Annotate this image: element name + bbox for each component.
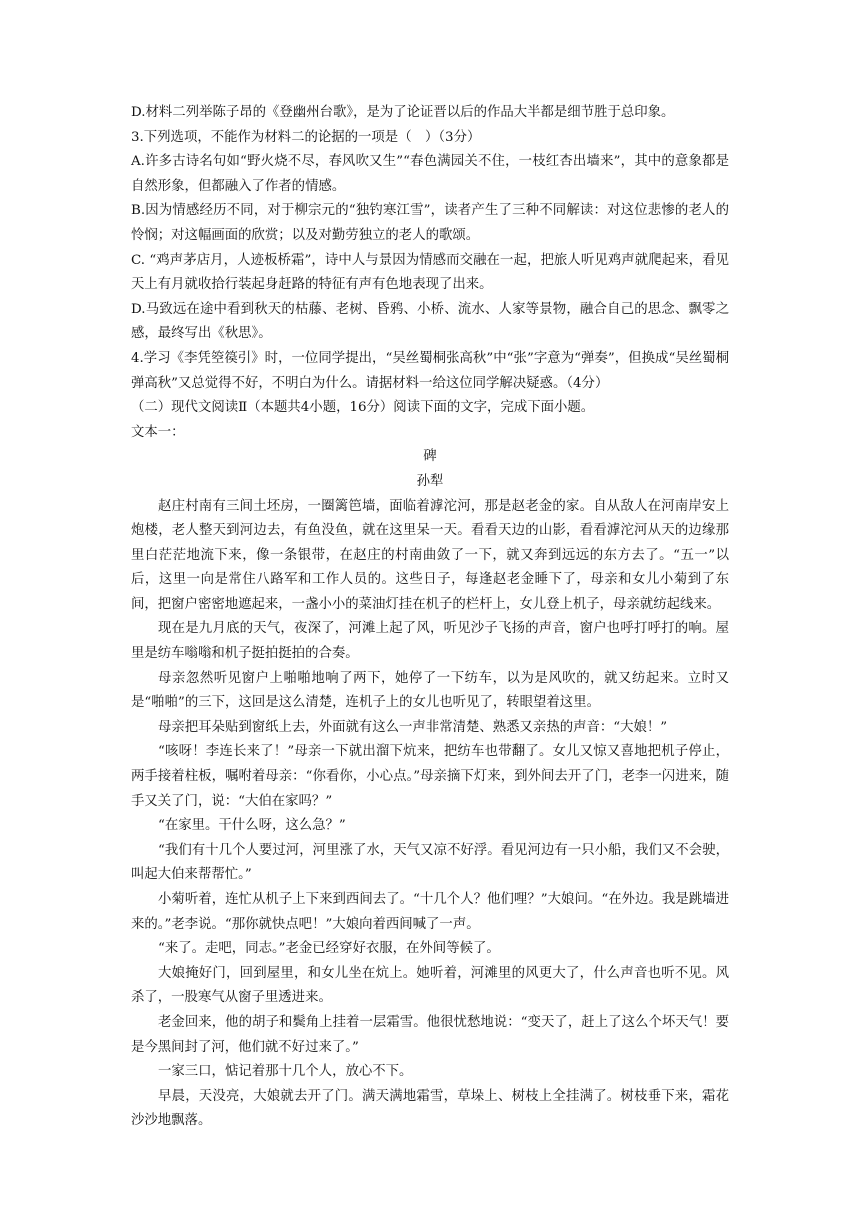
story-paragraph: “在家里。干什么呀，这么急？” [158,818,346,834]
story-paragraph: “我们有十几个人要过河，河里涨了水，天气又凉不好浮。看见河边有一只小船，我们又不会驶，叫起大伯来帮帮忙。” [131,842,729,883]
document-body [131,101,729,1134]
story-paragraph: 母亲忽然听见窗户上啪啪地响了两下，她停了一下纺车，以为是风吹的，就又纺起来。立时又是“啪啪”的三下，这回是这么清楚，连机子上的女儿也听见了，转眼望着这里。 [131,670,729,711]
story-author: 孙犁 [416,473,444,489]
section-heading: （二）现代文阅读Ⅱ（本题共4小题，16分）阅读下面的文字，完成下面小题。 [131,400,595,416]
story-paragraph: 现在是九月底的天气，夜深了，河滩上起了风，听见沙子飞扬的声音，窗户也呼打呼打的响。屋里是纺车嗡嗡和机子挺拍挺拍的合奏。 [131,621,729,662]
story-title: 碑 [423,449,437,465]
option-d-material-two: D.材料二列举陈子昂的《登幽州台歌》，是为了论证晋以后的作品大半都是细节胜于总印象。 [131,105,675,120]
story-paragraph: “咳呀！李连长来了！”母亲一下就出溜下炕来，把纺车也带翻了。女儿又惊又喜地把机子停止，两手接着柱板，嘱咐着母亲：“你看你，小心点。”母亲摘下灯来，到外间去开了门，老李一闪进来，随手又关了门，说：“大伯在家吗？” [131,744,729,809]
story-paragraph: 大娘掩好门，回到屋里，和女儿坐在炕上。她听着，河滩里的风更大了，什么声音也听不见。风杀了，一股寒气从窗子里透进来。 [131,965,729,1006]
option-c: C. “鸡声茅店月，人迹板桥霜”，诗中人与景因为情感而交融在一起，把旅人听见鸡声就爬起来，看见天上有月就收拾行装起身赶路的特征有声有色地表现了出来。 [131,252,729,293]
story-paragraph: 早晨，天没亮，大娘就去开了门。满天满地霜雪，草垛上、树枝上全挂满了。树枝垂下来，霜花沙沙地飘落。 [131,1088,729,1129]
text-one-label: 文本一： [131,424,185,440]
story-paragraph: “来了。走吧，同志。”老金已经穿好衣服，在外间等候了。 [158,941,500,957]
story-paragraph: 老金回来，他的胡子和鬓角上挂着一层霜雪。他很忧愁地说：“变天了，赶上了这么个坏天气！要是今黑间封了河，他们就不好过来了。” [131,1014,729,1055]
story-paragraph: 小菊听着，连忙从机子上下来到西间去了。“十几个人？他们哩？”大娘问。“在外边。我是跳墙进来的。”老李说。“那你就快点吧！”大娘向着西间喊了一声。 [131,892,729,932]
question-3: 3.下列选项，不能作为材料二的论据的一项是（ ）（3分） [131,129,481,145]
option-b: B.因为情感经历不同，对于柳宗元的“独钓寒江雪”，读者产生了三种不同解读：对这位悲惨的老人的怜悯；对这幅画面的欣赏；以及对勤劳独立的老人的歌颂。 [131,203,729,243]
question-4: 4.学习《李凭箜篌引》时，一位同学提出，“吴丝蜀桐张高秋”中“张”字意为“弹奏”，但换成“吴丝蜀桐弹高秋”又总觉得不好，不明白为什么。请据材料一给这位同学解决疑惑。（4分） [131,350,729,391]
option-d: D.马致远在途中看到秋天的枯藤、老树、昏鸦、小桥、流水、人家等景物，融合自己的思念、飘零之感，最终写出《秋思》。 [131,301,729,342]
story-paragraph: 母亲把耳朵贴到窗纸上去，外面就有这么一声非常清楚、熟悉又亲热的声音：“大娘！” [158,719,668,735]
story-paragraph: 赵庄村南有三间土坯房，一圈篱笆墙，面临着滹沱河，那是赵老金的家。自从敌人在河南岸安上炮楼，老人整天到河边去，有鱼没鱼，就在这里呆一天。看看天边的山影，看看滹沱河从天的边缘那里白茫茫地流下来，像一条银带，在赵庄的村南曲敛了一下，就又奔到远远的东方去了。“五一”以后，这里一向是常住八路军和工作人员的。这些日子，每逢赵老金睡下了，母亲和女儿小菊到了东间，把窗户密密地遮起来，一盏小小的菜油灯挂在机子的栏杆上，女儿登上机子，母亲就纺起线来。 [131,498,729,612]
story-paragraph: 一家三口，惦记着那十几个人，放心不下。 [158,1064,413,1080]
option-a: A.许多古诗名句如“野火烧不尽，春风吹又生”“春色满园关不住，一枝红杏出墙来”，其中的意象都是自然形象，但都融入了作者的情感。 [131,154,729,194]
